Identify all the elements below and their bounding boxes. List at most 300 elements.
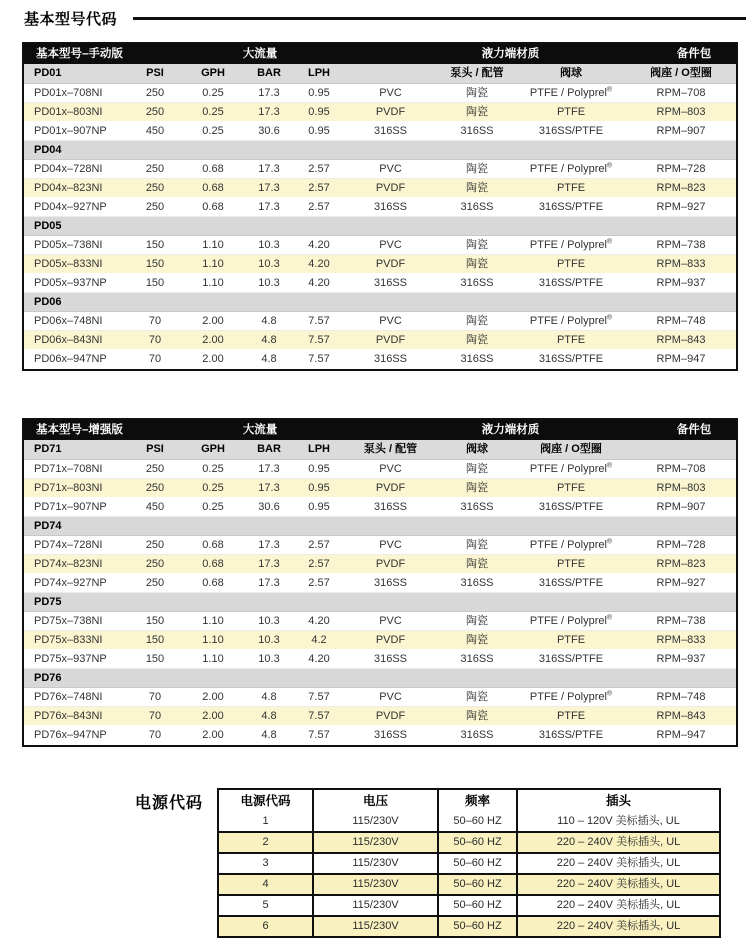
cell-model: PD75x–937NP <box>34 653 107 665</box>
cell-valve-seat: PTFE <box>556 182 586 194</box>
cell-valve-seat: PTFE / Polyprel® <box>529 86 613 99</box>
cell-gph: 2.00 <box>202 315 224 327</box>
registered-mark: ® <box>606 538 613 546</box>
cell-psi: 70 <box>148 691 162 703</box>
cell-valve-seat: PTFE / Polyprel® <box>529 462 613 475</box>
cell-valve-ball: 陶瓷 <box>466 182 488 194</box>
cell-psi: 250 <box>145 577 165 589</box>
subheader-gph: GPH <box>201 67 225 79</box>
cell-bar: 4.8 <box>261 334 277 346</box>
cell-lph: 4.20 <box>308 277 330 289</box>
cell-pump-head: PVC <box>379 315 402 327</box>
cell-kit: RPM–803 <box>656 106 706 118</box>
cell-valve-seat: PTFE <box>556 106 586 118</box>
cell-bar: 17.3 <box>258 558 280 570</box>
table-row <box>24 631 736 650</box>
power-cell-voltage: 115/230V <box>314 854 439 873</box>
cell-pump-head: PVDF <box>375 634 406 646</box>
cell-bar: 4.8 <box>261 691 277 703</box>
cell-gph: 1.10 <box>202 277 224 289</box>
table-row <box>24 160 736 179</box>
cell-valve-ball: 陶瓷 <box>466 463 488 475</box>
cell-gph: 0.68 <box>202 163 224 175</box>
table-row <box>24 274 736 293</box>
cell-model: PD01x–803NI <box>34 106 103 118</box>
table-row <box>24 479 736 498</box>
cell-gph: 2.00 <box>202 729 224 741</box>
header-kit-label: 备件包 <box>676 424 712 436</box>
power-table-row <box>219 812 719 831</box>
cell-valve-ball: 陶瓷 <box>466 239 488 251</box>
cell-bar: 10.3 <box>258 615 280 627</box>
cell-valve-ball: 316SS <box>460 729 494 741</box>
cell-gph: 0.68 <box>202 182 224 194</box>
cell-kit: RPM–748 <box>656 691 706 703</box>
cell-valve-ball: 316SS <box>460 277 494 289</box>
cell-model: PD05x–937NP <box>34 277 107 289</box>
power-cell-frequency: 50–60 HZ <box>439 917 518 936</box>
cell-lph: 0.95 <box>308 501 330 513</box>
cell-valve-seat: 316SS/PTFE <box>538 577 604 589</box>
cell-model: PD05x–833NI <box>34 258 103 270</box>
cell-pump-head: 316SS <box>373 729 408 741</box>
table-header <box>24 420 736 440</box>
power-cell-plug: 220 – 240V 美标插头, UL <box>556 878 681 890</box>
cell-bar: 17.3 <box>258 106 280 118</box>
registered-mark: ® <box>606 614 613 622</box>
power-cell-voltage: 115/230V <box>314 917 439 936</box>
cell-bar: 4.8 <box>261 315 277 327</box>
cell-valve-ball: 陶瓷 <box>466 691 488 703</box>
table-row <box>24 574 736 593</box>
power-cell-plug: 220 – 240V 美标插头, UL <box>556 899 681 911</box>
cell-kit: RPM–937 <box>656 277 706 289</box>
cell-kit: RPM–738 <box>656 239 706 251</box>
cell-pump-head: PVDF <box>375 334 406 346</box>
cell-valve-seat: PTFE / Polyprel® <box>529 238 613 251</box>
cell-lph: 4.20 <box>308 615 330 627</box>
cell-valve-seat: 316SS/PTFE <box>538 353 604 365</box>
cell-model: PD04x–823NI <box>34 182 103 194</box>
cell-pump-head: PVDF <box>375 710 406 722</box>
cell-psi: 250 <box>145 182 165 194</box>
cell-psi: 250 <box>145 106 165 118</box>
cell-psi: 250 <box>145 539 165 551</box>
section-row <box>24 669 736 688</box>
table-row <box>24 726 736 745</box>
cell-valve-ball: 316SS <box>460 653 494 665</box>
cell-model: PD74x–823NI <box>34 558 103 570</box>
cell-psi: 150 <box>145 615 165 627</box>
header-material-label: 液力端材质 <box>481 424 540 436</box>
table-header <box>24 44 736 64</box>
cell-valve-ball: 陶瓷 <box>466 106 488 118</box>
cell-gph: 0.25 <box>202 106 224 118</box>
power-table <box>217 788 721 938</box>
registered-mark: ® <box>606 462 613 470</box>
cell-model: PD04x–927NP <box>34 201 107 213</box>
cell-lph: 4.20 <box>308 653 330 665</box>
cell-gph: 0.25 <box>202 463 224 475</box>
power-cell-code: 6 <box>219 917 314 936</box>
cell-kit: RPM–738 <box>656 615 706 627</box>
page-header <box>0 0 750 28</box>
subheader-spacer <box>626 440 736 459</box>
cell-pump-head: PVDF <box>375 106 406 118</box>
cell-lph: 2.57 <box>308 182 330 194</box>
cell-lph: 0.95 <box>308 87 330 99</box>
cell-pump-head: PVDF <box>375 558 406 570</box>
cell-valve-ball: 陶瓷 <box>466 634 488 646</box>
section-label: PD75 <box>34 596 62 608</box>
subheader-model: PD01 <box>34 67 62 79</box>
power-cell-voltage: 115/230V <box>314 875 439 894</box>
cell-gph: 0.25 <box>202 501 224 513</box>
cell-kit: RPM–927 <box>656 201 706 213</box>
section-row <box>24 141 736 160</box>
cell-psi: 250 <box>145 87 165 99</box>
cell-valve-seat: 316SS/PTFE <box>538 201 604 213</box>
table-row <box>24 650 736 669</box>
cell-lph: 4.20 <box>308 258 330 270</box>
table-row <box>24 331 736 350</box>
cell-valve-ball: 陶瓷 <box>466 258 488 270</box>
cell-psi: 70 <box>148 710 162 722</box>
table-row <box>24 612 736 631</box>
subheader-pump-head: 泵头 / 配管 <box>450 67 504 79</box>
registered-mark: ® <box>606 162 613 170</box>
table-row <box>24 460 736 479</box>
table-row <box>24 350 736 369</box>
table-row <box>24 688 736 707</box>
cell-gph: 0.25 <box>202 482 224 494</box>
cell-psi: 250 <box>145 482 165 494</box>
table-row <box>24 198 736 217</box>
table-row <box>24 84 736 103</box>
cell-valve-ball: 陶瓷 <box>466 482 488 494</box>
cell-gph: 1.10 <box>202 634 224 646</box>
cell-psi: 70 <box>148 353 162 365</box>
cell-kit: RPM–823 <box>656 182 706 194</box>
power-header-voltage: 电压 <box>314 790 439 812</box>
power-table-row <box>219 894 719 915</box>
cell-valve-ball: 陶瓷 <box>466 615 488 627</box>
section-row <box>24 217 736 236</box>
cell-bar: 30.6 <box>258 125 280 137</box>
cell-kit: RPM–803 <box>656 482 706 494</box>
subheader-valve-seat: 阀座 / O型圈 <box>650 67 712 79</box>
power-header-code: 电源代码 <box>219 790 314 812</box>
table-subheader <box>24 440 736 460</box>
cell-pump-head: PVDF <box>375 258 406 270</box>
cell-kit: RPM–728 <box>656 539 706 551</box>
cell-pump-head: PVC <box>379 87 402 99</box>
section-label: PD06 <box>34 296 62 308</box>
cell-valve-seat: PTFE <box>556 558 586 570</box>
cell-model: PD06x–748NI <box>34 315 103 327</box>
cell-pump-head: PVC <box>379 691 402 703</box>
cell-kit: RPM–748 <box>656 315 706 327</box>
cell-lph: 2.57 <box>308 558 330 570</box>
cell-model: PD75x–833NI <box>34 634 103 646</box>
cell-model: PD75x–738NI <box>34 615 103 627</box>
registered-mark: ® <box>606 690 613 698</box>
cell-bar: 30.6 <box>258 501 280 513</box>
table-row <box>24 498 736 517</box>
power-cell-plug: 220 – 240V 美标插头, UL <box>556 836 681 848</box>
subheader-bar: BAR <box>257 443 281 455</box>
cell-valve-seat: 316SS/PTFE <box>538 729 604 741</box>
cell-valve-ball: 陶瓷 <box>466 539 488 551</box>
cell-pump-head: PVDF <box>375 482 406 494</box>
section-row <box>24 593 736 612</box>
cell-kit: RPM–947 <box>656 353 706 365</box>
section-label: PD04 <box>34 144 62 156</box>
cell-gph: 0.68 <box>202 201 224 213</box>
cell-model: PD71x–708NI <box>34 463 103 475</box>
cell-kit: RPM–728 <box>656 163 706 175</box>
registered-mark: ® <box>606 86 613 94</box>
basic-table-enhanced <box>22 418 738 747</box>
cell-psi: 70 <box>148 315 162 327</box>
subheader-valve-seat: 阀座 / O型圈 <box>540 443 602 455</box>
table-row <box>24 179 736 198</box>
cell-psi: 450 <box>145 125 165 137</box>
cell-pump-head: PVC <box>379 539 402 551</box>
cell-kit: RPM–708 <box>656 463 706 475</box>
power-table-header <box>219 790 719 812</box>
cell-model: PD04x–728NI <box>34 163 103 175</box>
cell-lph: 7.57 <box>308 315 330 327</box>
section-label: PD05 <box>34 220 62 232</box>
power-table-row <box>219 831 719 852</box>
title-rule <box>133 17 746 20</box>
cell-lph: 0.95 <box>308 482 330 494</box>
cell-psi: 250 <box>145 558 165 570</box>
cell-gph: 0.68 <box>202 539 224 551</box>
cell-gph: 2.00 <box>202 691 224 703</box>
cell-lph: 7.57 <box>308 353 330 365</box>
registered-mark: ® <box>606 314 613 322</box>
cell-model: PD74x–728NI <box>34 539 103 551</box>
cell-kit: RPM–708 <box>656 87 706 99</box>
cell-bar: 10.3 <box>258 258 280 270</box>
table-row <box>24 103 736 122</box>
header-flow-label: 大流量 <box>242 424 278 436</box>
cell-gph: 0.68 <box>202 577 224 589</box>
cell-valve-seat: 316SS/PTFE <box>538 653 604 665</box>
power-cell-code: 2 <box>219 833 314 852</box>
cell-valve-seat: 316SS/PTFE <box>538 125 604 137</box>
table-body <box>24 84 736 369</box>
cell-valve-seat: PTFE <box>556 482 586 494</box>
cell-model: PD05x–738NI <box>34 239 103 251</box>
cell-psi: 150 <box>145 239 165 251</box>
cell-gph: 1.10 <box>202 615 224 627</box>
subheader-valve-ball: 阀球 <box>560 67 582 79</box>
cell-psi: 250 <box>145 463 165 475</box>
cell-lph: 7.57 <box>308 334 330 346</box>
cell-model: PD74x–927NP <box>34 577 107 589</box>
cell-valve-seat: PTFE <box>556 710 586 722</box>
cell-model: PD71x–907NP <box>34 501 107 513</box>
cell-gph: 2.00 <box>202 334 224 346</box>
subheader-model: PD71 <box>34 443 62 455</box>
cell-kit: RPM–833 <box>656 258 706 270</box>
cell-pump-head: PVC <box>379 163 402 175</box>
cell-model: PD76x–843NI <box>34 710 103 722</box>
power-section <box>135 788 750 938</box>
registered-mark: ® <box>606 238 613 246</box>
cell-valve-ball: 陶瓷 <box>466 315 488 327</box>
cell-psi: 150 <box>145 653 165 665</box>
cell-model: PD76x–947NP <box>34 729 107 741</box>
subheader-bar: BAR <box>257 67 281 79</box>
cell-valve-ball: 316SS <box>460 577 494 589</box>
cell-valve-ball: 316SS <box>460 125 494 137</box>
power-cell-code: 3 <box>219 854 314 873</box>
power-table-row <box>219 873 719 894</box>
cell-lph: 0.95 <box>308 463 330 475</box>
cell-psi: 250 <box>145 201 165 213</box>
table-subheader <box>24 64 736 84</box>
cell-valve-seat: PTFE <box>556 634 586 646</box>
cell-lph: 4.20 <box>308 239 330 251</box>
subheader-pump-head: 泵头 / 配管 <box>363 443 418 455</box>
cell-kit: RPM–907 <box>656 501 706 513</box>
power-cell-code: 1 <box>219 812 314 831</box>
subheader-lph: LPH <box>308 67 330 79</box>
cell-psi: 150 <box>145 634 165 646</box>
cell-valve-ball: 陶瓷 <box>466 710 488 722</box>
cell-valve-ball: 陶瓷 <box>466 163 488 175</box>
subheader-spacer <box>343 64 438 83</box>
cell-valve-seat: PTFE / Polyprel® <box>529 314 613 327</box>
header-kit-label: 备件包 <box>676 48 712 60</box>
cell-lph: 7.57 <box>308 691 330 703</box>
cell-valve-ball: 316SS <box>460 501 494 513</box>
cell-pump-head: 316SS <box>373 125 408 137</box>
power-cell-frequency: 50–60 HZ <box>439 875 518 894</box>
header-series-title: 基本型号–手动版 <box>36 48 123 60</box>
cell-bar: 4.8 <box>261 353 277 365</box>
section-row <box>24 293 736 312</box>
cell-kit: RPM–843 <box>656 710 706 722</box>
cell-lph: 0.95 <box>308 125 330 137</box>
power-header-frequency: 频率 <box>439 790 518 812</box>
cell-lph: 2.57 <box>308 163 330 175</box>
subheader-psi: PSI <box>146 443 164 455</box>
cell-bar: 4.8 <box>261 729 277 741</box>
cell-gph: 0.68 <box>202 558 224 570</box>
table-row <box>24 255 736 274</box>
header-flow-label: 大流量 <box>242 48 278 60</box>
power-table-row <box>219 915 719 936</box>
cell-psi: 450 <box>145 501 165 513</box>
cell-valve-ball: 陶瓷 <box>466 87 488 99</box>
cell-valve-seat: 316SS/PTFE <box>538 277 604 289</box>
cell-valve-seat: PTFE / Polyprel® <box>529 538 613 551</box>
cell-kit: RPM–927 <box>656 577 706 589</box>
cell-kit: RPM–937 <box>656 653 706 665</box>
power-cell-code: 4 <box>219 875 314 894</box>
cell-kit: RPM–947 <box>656 729 706 741</box>
cell-valve-seat: PTFE / Polyprel® <box>529 690 613 703</box>
cell-psi: 70 <box>148 334 162 346</box>
power-cell-voltage: 115/230V <box>314 833 439 852</box>
cell-pump-head: 316SS <box>373 653 408 665</box>
cell-bar: 17.3 <box>258 463 280 475</box>
power-cell-plug: 110 – 120V 美标插头, UL <box>557 815 680 827</box>
cell-pump-head: 316SS <box>373 201 408 213</box>
subheader-gph: GPH <box>201 443 225 455</box>
cell-bar: 17.3 <box>258 201 280 213</box>
cell-valve-ball: 陶瓷 <box>466 558 488 570</box>
subheader-valve-ball: 阀球 <box>466 443 488 455</box>
cell-lph: 2.57 <box>308 539 330 551</box>
table-row <box>24 707 736 726</box>
cell-bar: 17.3 <box>258 482 280 494</box>
cell-valve-seat: PTFE <box>556 334 586 346</box>
cell-kit: RPM–833 <box>656 634 706 646</box>
basic-table-manual <box>22 42 738 371</box>
table-body <box>24 460 736 745</box>
section-label: PD76 <box>34 672 62 684</box>
power-cell-voltage: 115/230V <box>314 812 439 831</box>
table-row <box>24 555 736 574</box>
cell-lph: 2.57 <box>308 201 330 213</box>
cell-bar: 17.3 <box>258 163 280 175</box>
cell-valve-seat: PTFE / Polyprel® <box>529 614 613 627</box>
subheader-psi: PSI <box>146 67 164 79</box>
cell-pump-head: 316SS <box>373 277 408 289</box>
cell-lph: 7.57 <box>308 729 330 741</box>
cell-model: PD01x–907NP <box>34 125 107 137</box>
header-material-label: 液力端材质 <box>481 48 540 60</box>
cell-bar: 10.3 <box>258 634 280 646</box>
page-title: 基本型号代码 <box>24 10 118 28</box>
cell-valve-seat: PTFE / Polyprel® <box>529 162 613 175</box>
cell-valve-seat: PTFE <box>556 258 586 270</box>
cell-gph: 2.00 <box>202 710 224 722</box>
power-header-plug: 插头 <box>606 794 632 808</box>
section-label: PD74 <box>34 520 62 532</box>
cell-gph: 0.25 <box>202 125 224 137</box>
cell-valve-ball: 陶瓷 <box>466 334 488 346</box>
cell-kit: RPM–823 <box>656 558 706 570</box>
cell-gph: 2.00 <box>202 353 224 365</box>
cell-gph: 1.10 <box>202 653 224 665</box>
cell-kit: RPM–843 <box>656 334 706 346</box>
cell-pump-head: PVC <box>379 615 402 627</box>
cell-kit: RPM–907 <box>656 125 706 137</box>
cell-pump-head: PVC <box>379 239 402 251</box>
cell-pump-head: 316SS <box>373 353 408 365</box>
cell-bar: 10.3 <box>258 277 280 289</box>
cell-lph: 2.57 <box>308 577 330 589</box>
cell-valve-seat: 316SS/PTFE <box>538 501 604 513</box>
cell-bar: 4.8 <box>261 710 277 722</box>
cell-model: PD76x–748NI <box>34 691 103 703</box>
power-cell-frequency: 50–60 HZ <box>439 896 518 915</box>
cell-psi: 250 <box>145 163 165 175</box>
table-row <box>24 236 736 255</box>
cell-gph: 1.10 <box>202 239 224 251</box>
cell-gph: 1.10 <box>202 258 224 270</box>
cell-model: PD01x–708NI <box>34 87 103 99</box>
power-cell-code: 5 <box>219 896 314 915</box>
cell-pump-head: 316SS <box>373 501 408 513</box>
